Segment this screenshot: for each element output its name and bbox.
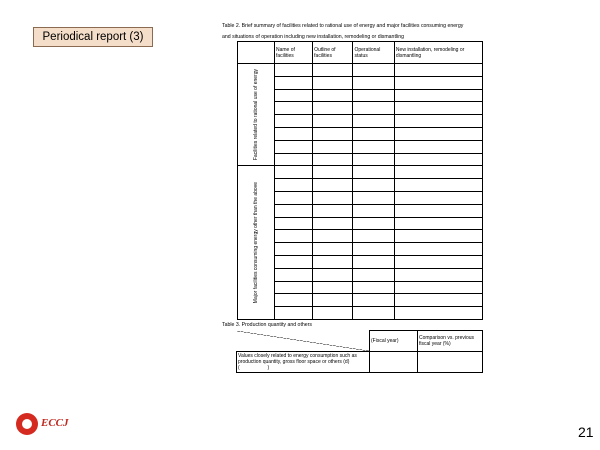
header-status: Operational status [353,42,394,64]
group2-label-cell [238,166,275,320]
table2-caption-line2: and situations of operation including new installation, remodeling or dismantling [222,34,404,40]
eccj-logo-icon [16,413,38,435]
row-bracket: ( ) [238,365,270,371]
comparison-value-cell [418,352,483,373]
page-number: 21 [578,424,594,440]
group2-label: Major facilities consuming energy other than the above [253,182,259,304]
fiscal-value-cell [370,352,418,373]
logo-text: ECCJ [41,417,69,429]
row-label-cell [237,352,370,373]
header-outline: Outline of facilities [313,42,353,64]
production-table [236,330,483,373]
group1-label-cell [238,64,275,166]
slide-title: Periodical report (3) [33,27,153,47]
diagonal-corner-cell [237,331,370,352]
table2-caption-line1: Table 2. Brief summary of facilities related to rational use of energy and major facilities consuming energy [222,23,464,29]
corner-cell [238,42,275,64]
header-installation: New installation, remodeling or dismantling [394,42,482,64]
facilities-table [237,41,483,320]
header-comparison: Comparison vs. previous fiscal year (%) [418,331,483,352]
group1-label: Facilities related to rational use of energy [253,69,259,161]
row-label: Values closely related to energy consumption such as production quantity, gross floor space or others (d) [238,353,357,365]
header-name: Name of facilities [275,42,313,64]
header-fiscal-year: (Fiscal year) [370,331,418,352]
table3-caption: Table 3. Production quantity and others [222,322,312,328]
